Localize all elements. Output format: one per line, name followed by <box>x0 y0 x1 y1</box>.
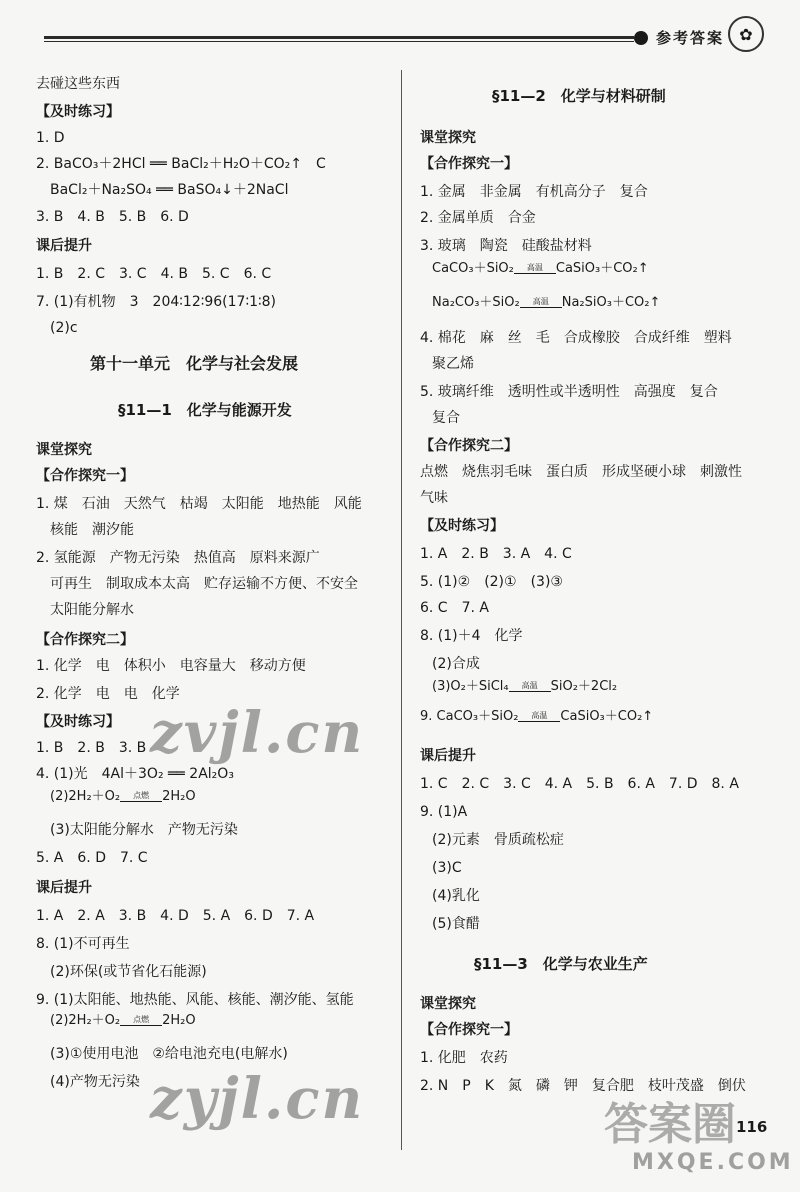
watermark-logo: MXQE.COM <box>632 1150 794 1175</box>
answer-line: (5)食醋 <box>432 916 480 932</box>
column-divider <box>401 70 402 1150</box>
section-label: 【合作探究一】 <box>420 156 518 172</box>
answer-line: 点燃 烧焦羽毛味 蛋白质 形成坚硬小球 刺激性 <box>420 464 742 480</box>
answer-line: (3)C <box>432 860 462 876</box>
answer-line: (2)合成 <box>432 656 480 672</box>
section-label: 【合作探究二】 <box>420 438 518 454</box>
answer-line: 1. D <box>36 130 65 146</box>
answer-line: (2)元素 骨质疏松症 <box>432 832 564 848</box>
answer-line: (2)环保(或节省化石能源) <box>50 964 207 980</box>
header-dot-icon <box>634 31 648 45</box>
header-title: 参考答案 <box>656 29 725 47</box>
section-title: §11—3 化学与农业生产 <box>474 955 648 973</box>
answer-line: 1. 金属 非金属 有机高分子 复合 <box>420 184 648 200</box>
section-label: 课后提升 <box>420 748 476 764</box>
reaction-equation: 9. CaCO₃＋SiO₂ 高温 CaSiO₃＋CO₂↑ <box>420 709 654 724</box>
section-label: 课堂探究 <box>420 130 476 146</box>
section-label: 课堂探究 <box>420 996 476 1012</box>
answer-line: 1. B 2. C 3. C 4. B 5. C 6. C <box>36 266 272 282</box>
reaction-equation: (3)O₂＋SiCl₄ 高温 SiO₂＋2Cl₂ <box>432 679 618 694</box>
answer-line: 9. (1)A <box>420 804 468 820</box>
header-rule <box>44 36 634 39</box>
section-label: 【及时练习】 <box>420 518 504 534</box>
answer-line: 7. (1)有机物 3 204∶12∶96(17∶1∶8) <box>36 294 277 310</box>
answer-line: 1. A 2. A 3. B 4. D 5. A 6. D 7. A <box>36 908 315 924</box>
section-label: 【及时练习】 <box>36 104 120 120</box>
section-label: 【合作探究一】 <box>36 468 134 484</box>
answer-line: 2. 金属单质 合金 <box>420 210 536 226</box>
answer-line: 5. (1)② (2)① (3)③ <box>420 574 563 590</box>
answer-line: 聚乙烯 <box>432 356 474 372</box>
answer-line: 气味 <box>420 490 448 506</box>
header-logo-icon: ✿ <box>728 16 764 52</box>
section-title: §11—1 化学与能源开发 <box>118 401 292 419</box>
answer-line: 3. B 4. B 5. B 6. D <box>36 209 189 225</box>
section-title: §11—2 化学与材料研制 <box>492 87 666 105</box>
answer-line: 核能 潮汐能 <box>50 522 134 538</box>
chapter-title: 第十一单元 化学与社会发展 <box>90 354 299 373</box>
answer-line: (3)①使用电池 ②给电池充电(电解水) <box>50 1046 288 1062</box>
answer-line: (2)c <box>50 320 78 336</box>
section-label: 【合作探究一】 <box>420 1022 518 1038</box>
answer-line: 1. 煤 石油 天然气 枯竭 太阳能 地热能 风能 <box>36 496 362 512</box>
answer-line: 2. 化学 电 电 化学 <box>36 686 180 702</box>
answer-line: 8. (1)不可再生 <box>36 936 130 952</box>
answer-line: 2. 氢能源 产物无污染 热值高 原料来源广 <box>36 550 320 566</box>
section-label: 【合作探究二】 <box>36 632 134 648</box>
answer-line: 5. 玻璃纤维 透明性或半透明性 高强度 复合 <box>420 384 718 400</box>
answer-line: 1. B 2. B 3. B <box>36 740 147 756</box>
answer-line: (3)太阳能分解水 产物无污染 <box>50 822 238 838</box>
answer-line: 太阳能分解水 <box>50 602 134 618</box>
watermark-logo: 答案圈 <box>604 1099 736 1150</box>
section-label: 【及时练习】 <box>36 714 120 730</box>
answer-line: 1. A 2. B 3. A 4. C <box>420 546 572 562</box>
answer-line: 3. 玻璃 陶瓷 硅酸盐材料 <box>420 238 592 254</box>
answer-line: 可再生 制取成本太高 贮存运输不方便、不安全 <box>50 576 358 592</box>
answer-line: 1. 化肥 农药 <box>420 1050 508 1066</box>
section-label: 课后提升 <box>36 238 92 254</box>
reaction-equation: (2)2H₂＋O₂ 点燃 2H₂O <box>50 1013 196 1028</box>
answer-line: 6. C 7. A <box>420 600 489 616</box>
answer-line: 2. BaCO₃＋2HCl ══ BaCl₂＋H₂O＋CO₂↑ C <box>36 156 326 172</box>
reaction-equation: (2)2H₂＋O₂ 点燃 2H₂O <box>50 789 196 804</box>
watermark-logo: zvjl.cn <box>150 700 365 766</box>
answer-line: 4. 棉花 麻 丝 毛 合成橡胶 合成纤维 塑料 <box>420 330 732 346</box>
answer-line: BaCl₂＋Na₂SO₄ ══ BaSO₄↓＋2NaCl <box>50 182 289 198</box>
answer-line: 去碰这些东西 <box>36 76 120 92</box>
answer-line: 1. 化学 电 体积小 电容量大 移动方便 <box>36 658 306 674</box>
page-number: 116 <box>736 1118 768 1136</box>
answer-line: 复合 <box>432 410 460 426</box>
section-label: 课后提升 <box>36 880 92 896</box>
answer-line: 8. (1)＋4 化学 <box>420 628 523 644</box>
watermark-logo: zyjl.cn <box>150 1066 365 1132</box>
header-rule-thin <box>44 41 634 42</box>
section-label: 课堂探究 <box>36 442 92 458</box>
answer-line: (4)乳化 <box>432 888 480 904</box>
answer-line: 9. (1)太阳能、地热能、风能、核能、潮汐能、氢能 <box>36 992 354 1008</box>
answer-line: 2. N P K 氮 磷 钾 复合肥 枝叶茂盛 倒伏 <box>420 1078 746 1094</box>
reaction-equation: CaCO₃＋SiO₂ 高温 CaSiO₃＋CO₂↑ <box>432 261 649 276</box>
answer-line: 4. (1)光 4Al＋3O₂ ══ 2Al₂O₃ <box>36 766 234 782</box>
reaction-equation: Na₂CO₃＋SiO₂ 高温 Na₂SiO₃＋CO₂↑ <box>432 295 661 310</box>
answer-line: 1. C 2. C 3. C 4. A 5. B 6. A 7. D 8. A <box>420 776 739 792</box>
answer-line: 5. A 6. D 7. C <box>36 850 148 866</box>
answer-line: (4)产物无污染 <box>50 1074 140 1090</box>
